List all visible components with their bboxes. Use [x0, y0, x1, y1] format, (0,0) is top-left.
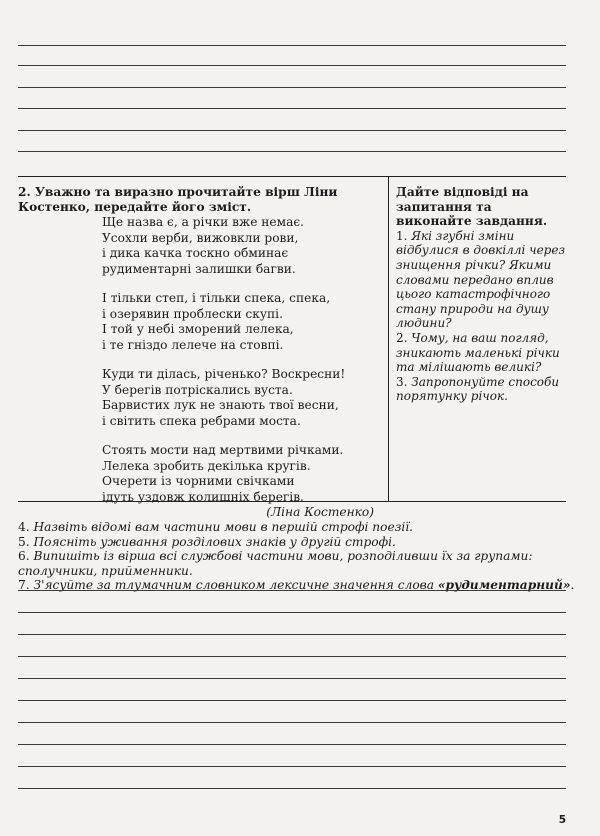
task-4 — [18, 520, 578, 535]
poem-line: і те гніздо лелече на стовпі. — [102, 337, 284, 352]
poem-line: Усохли верби, вижовкли рови, — [102, 230, 299, 245]
task-text: Назвіть відомі вам частини мови в першій строфі поезії. — [33, 520, 414, 534]
writing-line — [18, 766, 566, 767]
poem-line: Ще назва є, а річки вже немає. — [102, 215, 305, 229]
task-5 — [18, 535, 578, 550]
task-6 — [18, 549, 578, 578]
stanza-1 — [102, 215, 380, 277]
writing-line — [18, 634, 566, 635]
task-number: 7. — [18, 578, 30, 593]
writing-line — [18, 87, 566, 88]
poem — [102, 215, 380, 505]
question-2 — [396, 331, 566, 375]
top-writing-lines — [18, 0, 566, 170]
task-number: 5. — [18, 534, 30, 549]
poem-line: Куди ти ділась, річенько? Воскресни! — [102, 367, 346, 381]
question-1 — [396, 229, 566, 331]
stanza-2 — [102, 291, 380, 353]
column-divider — [388, 177, 389, 501]
question-number: 1. — [396, 228, 408, 243]
poem-line: рудиментарні залишки багви. — [102, 261, 296, 276]
question-text: Запропонуйте способи порятунку річок. — [396, 374, 560, 404]
poem-line: І тільки степ, і тільки спека, спека, — [102, 291, 331, 305]
bottom-writing-lines — [18, 590, 566, 810]
writing-line — [18, 45, 566, 46]
question-3 — [396, 375, 566, 404]
task-punct: . — [570, 578, 575, 593]
question-text: Які згубні зміни відбулися в довкіллі через знищення річки? Якими словами передано вплив цього катастрофічного стану природи на душу людини? — [396, 228, 566, 331]
stanza-3 — [102, 367, 380, 429]
page-number: 5 — [558, 814, 566, 826]
question-number: 3. — [396, 374, 408, 389]
poem-line: У берегів потріскались вуста. — [102, 382, 293, 397]
writing-line — [18, 656, 566, 657]
question-number: 2. — [396, 330, 408, 345]
writing-line — [18, 590, 566, 591]
poem-line: Очерети із чорними свічками — [102, 474, 295, 488]
task-number: 4. — [18, 520, 30, 534]
poem-line: і дика качка тоскно обминає — [102, 246, 289, 260]
poem-line: Лелека зробить декілька кругів. — [102, 458, 311, 473]
poem-line: ідуть уздовж колишніх берегів. — [102, 489, 304, 504]
writing-line — [18, 612, 566, 613]
writing-line — [18, 65, 566, 66]
poem-line: і світить спека ребрами моста. — [102, 413, 301, 428]
question-text: Чому, на ваш погляд, зникають маленькі річки та мілішають великі? — [396, 330, 560, 375]
writing-line — [18, 744, 566, 745]
poem-line: і озерявин проблески скупі. — [102, 306, 283, 321]
questions-column — [396, 177, 566, 501]
task-number: 6. — [18, 549, 30, 564]
poem-line: Барвистих лук не знають твої весни, — [102, 398, 339, 412]
questions-heading: Дайте відповіді на запитання та виконайте завдання. — [396, 185, 548, 229]
writing-line — [18, 722, 566, 723]
writing-line — [18, 130, 566, 131]
writing-line — [18, 678, 566, 679]
poem-column — [18, 177, 380, 519]
stanza-4 — [102, 443, 380, 505]
task-keyword: «рудиментарний» — [437, 578, 571, 593]
writing-line — [18, 108, 566, 109]
poem-line: Стоять мости над мертвими річками. — [102, 443, 344, 457]
task-text: Випишіть із вірша всі службові частини мови, розподіливши їх за групами: сполучники, прийменники. — [18, 549, 533, 578]
task-text: З'ясуйте за тлумачним словником лексичне значення слова — [33, 578, 438, 593]
writing-line — [18, 151, 566, 152]
task-text: Поясніть уживання розділових знаків у другій строфі. — [33, 534, 396, 549]
poem-author: (Ліна Костенко) — [266, 505, 374, 519]
writing-line — [18, 788, 566, 789]
task-2-heading: 2. Уважно та виразно прочитайте вірш Ліни Костенко, передайте його зміст. — [18, 185, 338, 214]
poem-line: І той у небі зморений лелека, — [102, 322, 294, 336]
writing-line — [18, 700, 566, 701]
task-2-box — [18, 176, 566, 519]
tasks-list — [18, 520, 578, 593]
